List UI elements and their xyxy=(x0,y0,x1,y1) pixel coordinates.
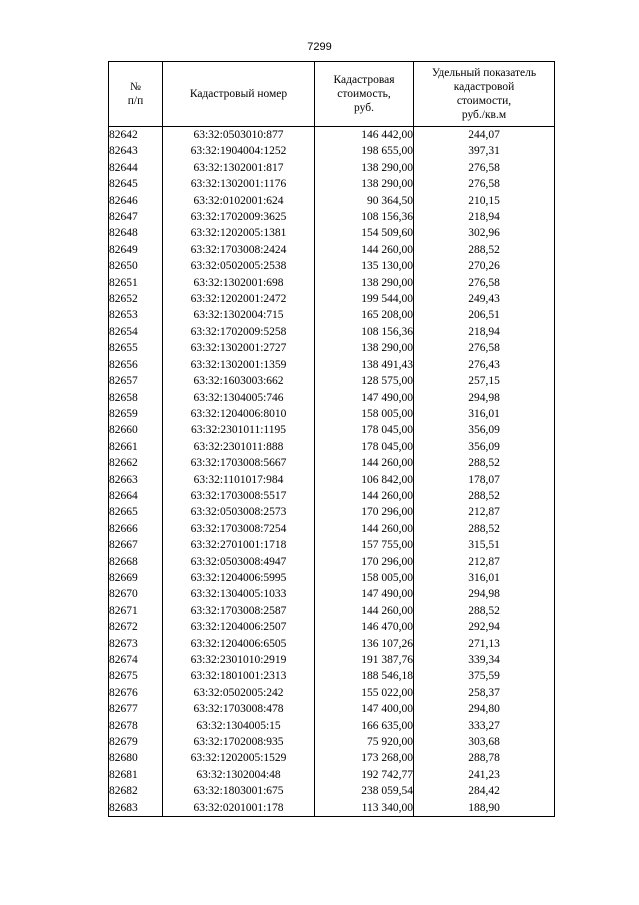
table-row xyxy=(109,800,555,817)
cadastral-number: 63:32:1302001:698 xyxy=(163,275,315,291)
cadastral-number: 63:32:1202001:2472 xyxy=(163,291,315,307)
table-row xyxy=(109,570,555,586)
specific-rate: 316,01 xyxy=(414,406,555,422)
cadastral-number: 63:32:1302004:715 xyxy=(163,307,315,323)
cadastral-cost: 138 290,00 xyxy=(315,176,414,192)
row-number: 82645 xyxy=(109,176,163,192)
table-row xyxy=(109,586,555,602)
specific-rate: 356,09 xyxy=(414,439,555,455)
cadastral-number: 63:32:0503008:2573 xyxy=(163,504,315,520)
specific-rate: 284,42 xyxy=(414,783,555,799)
cadastral-number: 63:32:1803001:675 xyxy=(163,783,315,799)
cadastral-number: 63:32:1302001:2727 xyxy=(163,340,315,356)
header-cadastral-cost: Кадастровая стоимость, руб. xyxy=(315,62,414,127)
cadastral-cost: 178 045,00 xyxy=(315,422,414,438)
cadastral-cost: 146 442,00 xyxy=(315,127,414,144)
cadastral-cost: 108 156,36 xyxy=(315,209,414,225)
cadastral-cost: 155 022,00 xyxy=(315,685,414,701)
cadastral-number: 63:32:2701001:1718 xyxy=(163,537,315,553)
specific-rate: 270,26 xyxy=(414,258,555,274)
row-number: 82680 xyxy=(109,750,163,766)
row-number: 82661 xyxy=(109,439,163,455)
row-number: 82656 xyxy=(109,357,163,373)
cadastral-cost: 166 635,00 xyxy=(315,718,414,734)
table-row xyxy=(109,603,555,619)
header-row-number: № п/п xyxy=(109,62,163,127)
specific-rate: 303,68 xyxy=(414,734,555,750)
specific-rate: 356,09 xyxy=(414,422,555,438)
row-number: 82678 xyxy=(109,718,163,734)
table-row xyxy=(109,160,555,176)
row-number: 82675 xyxy=(109,668,163,684)
cadastral-cost: 170 296,00 xyxy=(315,504,414,520)
cadastral-cost: 199 544,00 xyxy=(315,291,414,307)
cadastral-number: 63:32:1302001:1359 xyxy=(163,357,315,373)
cadastral-number: 63:32:1703008:2587 xyxy=(163,603,315,619)
cadastral-number: 63:32:1304005:746 xyxy=(163,390,315,406)
cadastral-number: 63:32:1302001:817 xyxy=(163,160,315,176)
cadastral-number: 63:32:0502005:2538 xyxy=(163,258,315,274)
row-number: 82676 xyxy=(109,685,163,701)
table-row xyxy=(109,750,555,766)
specific-rate: 397,31 xyxy=(414,143,555,159)
cadastral-number: 63:32:1304005:15 xyxy=(163,718,315,734)
table-row xyxy=(109,143,555,159)
cadastral-number: 63:32:1703008:5517 xyxy=(163,488,315,504)
specific-rate: 294,80 xyxy=(414,701,555,717)
cadastral-number: 63:32:2301010:2919 xyxy=(163,652,315,668)
table-row xyxy=(109,767,555,783)
specific-rate: 258,37 xyxy=(414,685,555,701)
row-number: 82655 xyxy=(109,340,163,356)
specific-rate: 292,94 xyxy=(414,619,555,635)
row-number: 82663 xyxy=(109,472,163,488)
cadastral-cost: 138 290,00 xyxy=(315,160,414,176)
row-number: 82667 xyxy=(109,537,163,553)
table-header-row xyxy=(109,62,555,127)
cadastral-cost: 165 208,00 xyxy=(315,307,414,323)
table-row xyxy=(109,127,555,144)
table-row xyxy=(109,357,555,373)
specific-rate: 288,78 xyxy=(414,750,555,766)
row-number: 82674 xyxy=(109,652,163,668)
specific-rate: 271,13 xyxy=(414,636,555,652)
table-row xyxy=(109,340,555,356)
table-row xyxy=(109,275,555,291)
cadastral-cost: 90 364,50 xyxy=(315,193,414,209)
cadastral-number: 63:32:0503010:877 xyxy=(163,127,315,144)
table-row xyxy=(109,242,555,258)
cadastral-number: 63:32:1204006:5995 xyxy=(163,570,315,586)
cadastral-number: 63:32:1204006:8010 xyxy=(163,406,315,422)
row-number: 82672 xyxy=(109,619,163,635)
cadastral-cost: 108 156,36 xyxy=(315,324,414,340)
row-number: 82648 xyxy=(109,225,163,241)
cadastral-cost: 238 059,54 xyxy=(315,783,414,799)
row-number: 82657 xyxy=(109,373,163,389)
specific-rate: 244,07 xyxy=(414,127,555,144)
table-row xyxy=(109,439,555,455)
table-row xyxy=(109,685,555,701)
specific-rate: 218,94 xyxy=(414,209,555,225)
cadastral-number: 63:32:0201001:178 xyxy=(163,800,315,817)
cadastral-number: 63:32:0503008:4947 xyxy=(163,554,315,570)
cadastral-cost: 138 290,00 xyxy=(315,275,414,291)
table-row xyxy=(109,537,555,553)
cadastral-cost: 138 290,00 xyxy=(315,340,414,356)
table-row xyxy=(109,554,555,570)
specific-rate: 288,52 xyxy=(414,603,555,619)
cadastral-cost: 138 491,43 xyxy=(315,357,414,373)
row-number: 82654 xyxy=(109,324,163,340)
cadastral-cost: 147 490,00 xyxy=(315,586,414,602)
row-number: 82681 xyxy=(109,767,163,783)
specific-rate: 375,59 xyxy=(414,668,555,684)
row-number: 82643 xyxy=(109,143,163,159)
cadastral-cost: 157 755,00 xyxy=(315,537,414,553)
cadastral-number: 63:32:0102001:624 xyxy=(163,193,315,209)
cadastral-number: 63:32:1703008:478 xyxy=(163,701,315,717)
table-row xyxy=(109,258,555,274)
table-row xyxy=(109,193,555,209)
table-row xyxy=(109,225,555,241)
row-number: 82670 xyxy=(109,586,163,602)
specific-rate: 276,58 xyxy=(414,160,555,176)
specific-rate: 212,87 xyxy=(414,504,555,520)
cadastral-number: 63:32:1204006:2507 xyxy=(163,619,315,635)
cadastral-cost: 135 130,00 xyxy=(315,258,414,274)
row-number: 82673 xyxy=(109,636,163,652)
row-number: 82666 xyxy=(109,521,163,537)
row-number: 82650 xyxy=(109,258,163,274)
cadastral-number: 63:32:1202005:1381 xyxy=(163,225,315,241)
row-number: 82679 xyxy=(109,734,163,750)
table-row xyxy=(109,652,555,668)
specific-rate: 276,43 xyxy=(414,357,555,373)
cadastral-cost: 75 920,00 xyxy=(315,734,414,750)
cadastral-number: 63:32:1101017:984 xyxy=(163,472,315,488)
table-row xyxy=(109,176,555,192)
specific-rate: 188,90 xyxy=(414,800,555,817)
cadastral-cost: 144 260,00 xyxy=(315,488,414,504)
row-number: 82683 xyxy=(109,800,163,817)
row-number: 82651 xyxy=(109,275,163,291)
specific-rate: 212,87 xyxy=(414,554,555,570)
specific-rate: 249,43 xyxy=(414,291,555,307)
cadastral-cost: 144 260,00 xyxy=(315,521,414,537)
row-number: 82665 xyxy=(109,504,163,520)
table-row xyxy=(109,390,555,406)
row-number: 82677 xyxy=(109,701,163,717)
cadastral-cost: 158 005,00 xyxy=(315,570,414,586)
cadastral-cost: 144 260,00 xyxy=(315,242,414,258)
cadastral-number: 63:32:1302001:1176 xyxy=(163,176,315,192)
cadastral-cost: 198 655,00 xyxy=(315,143,414,159)
cadastral-number: 63:32:1904004:1252 xyxy=(163,143,315,159)
specific-rate: 339,34 xyxy=(414,652,555,668)
cadastral-number: 63:32:1302004:48 xyxy=(163,767,315,783)
row-number: 82652 xyxy=(109,291,163,307)
cadastral-cost: 106 842,00 xyxy=(315,472,414,488)
table-row xyxy=(109,619,555,635)
specific-rate: 210,15 xyxy=(414,193,555,209)
cadastral-number: 63:32:1801001:2313 xyxy=(163,668,315,684)
cadastral-value-table xyxy=(108,61,555,817)
table-row xyxy=(109,324,555,340)
cadastral-number: 63:32:1702009:3625 xyxy=(163,209,315,225)
cadastral-cost: 154 509,60 xyxy=(315,225,414,241)
specific-rate: 257,15 xyxy=(414,373,555,389)
specific-rate: 276,58 xyxy=(414,340,555,356)
header-cadastral-number: Кадастровый номер xyxy=(163,62,315,127)
specific-rate: 333,27 xyxy=(414,718,555,734)
table-row xyxy=(109,472,555,488)
specific-rate: 276,58 xyxy=(414,176,555,192)
cadastral-cost: 158 005,00 xyxy=(315,406,414,422)
table-row xyxy=(109,504,555,520)
cadastral-number: 63:32:0502005:242 xyxy=(163,685,315,701)
cadastral-cost: 128 575,00 xyxy=(315,373,414,389)
row-number: 82647 xyxy=(109,209,163,225)
specific-rate: 241,23 xyxy=(414,767,555,783)
row-number: 82644 xyxy=(109,160,163,176)
cadastral-number: 63:32:1702009:5258 xyxy=(163,324,315,340)
cadastral-number: 63:32:2301011:888 xyxy=(163,439,315,455)
row-number: 82669 xyxy=(109,570,163,586)
specific-rate: 294,98 xyxy=(414,390,555,406)
table-row xyxy=(109,521,555,537)
cadastral-cost: 173 268,00 xyxy=(315,750,414,766)
cadastral-cost: 191 387,76 xyxy=(315,652,414,668)
cadastral-cost: 188 546,18 xyxy=(315,668,414,684)
table-row xyxy=(109,636,555,652)
cadastral-number: 63:32:1304005:1033 xyxy=(163,586,315,602)
row-number: 82642 xyxy=(109,127,163,144)
page-number: 7299 xyxy=(307,41,332,53)
table-row xyxy=(109,455,555,471)
cadastral-number: 63:32:1703008:5667 xyxy=(163,455,315,471)
cadastral-number: 63:32:1702008:935 xyxy=(163,734,315,750)
row-number: 82653 xyxy=(109,307,163,323)
table-row xyxy=(109,783,555,799)
table-body xyxy=(109,127,555,817)
cadastral-cost: 144 260,00 xyxy=(315,603,414,619)
cadastral-number: 63:32:1703008:2424 xyxy=(163,242,315,258)
row-number: 82671 xyxy=(109,603,163,619)
table-row xyxy=(109,373,555,389)
cadastral-cost: 146 470,00 xyxy=(315,619,414,635)
table-row xyxy=(109,488,555,504)
cadastral-cost: 136 107,26 xyxy=(315,636,414,652)
cadastral-cost: 147 400,00 xyxy=(315,701,414,717)
specific-rate: 288,52 xyxy=(414,488,555,504)
row-number: 82658 xyxy=(109,390,163,406)
cadastral-cost: 113 340,00 xyxy=(315,800,414,817)
table-row xyxy=(109,422,555,438)
specific-rate: 276,58 xyxy=(414,275,555,291)
row-number: 82662 xyxy=(109,455,163,471)
table-row xyxy=(109,701,555,717)
cadastral-number: 63:32:1603003:662 xyxy=(163,373,315,389)
table-row xyxy=(109,734,555,750)
row-number: 82659 xyxy=(109,406,163,422)
table-row xyxy=(109,291,555,307)
table-row xyxy=(109,209,555,225)
table-row xyxy=(109,718,555,734)
cadastral-number: 63:32:1703008:7254 xyxy=(163,521,315,537)
specific-rate: 288,52 xyxy=(414,242,555,258)
specific-rate: 206,51 xyxy=(414,307,555,323)
cadastral-number: 63:32:1204006:6505 xyxy=(163,636,315,652)
cadastral-cost: 178 045,00 xyxy=(315,439,414,455)
row-number: 82646 xyxy=(109,193,163,209)
cadastral-cost: 192 742,77 xyxy=(315,767,414,783)
row-number: 82682 xyxy=(109,783,163,799)
specific-rate: 315,51 xyxy=(414,537,555,553)
header-specific-rate: Удельный показатель кадастровой стоимости, руб./кв.м xyxy=(414,62,555,127)
table-row xyxy=(109,307,555,323)
cadastral-cost: 170 296,00 xyxy=(315,554,414,570)
cadastral-number: 63:32:1202005:1529 xyxy=(163,750,315,766)
specific-rate: 288,52 xyxy=(414,455,555,471)
table-row xyxy=(109,406,555,422)
specific-rate: 288,52 xyxy=(414,521,555,537)
row-number: 82649 xyxy=(109,242,163,258)
specific-rate: 218,94 xyxy=(414,324,555,340)
row-number: 82664 xyxy=(109,488,163,504)
row-number: 82660 xyxy=(109,422,163,438)
specific-rate: 178,07 xyxy=(414,472,555,488)
cadastral-number: 63:32:2301011:1195 xyxy=(163,422,315,438)
cadastral-cost: 147 490,00 xyxy=(315,390,414,406)
row-number: 82668 xyxy=(109,554,163,570)
specific-rate: 294,98 xyxy=(414,586,555,602)
specific-rate: 316,01 xyxy=(414,570,555,586)
cadastral-cost: 144 260,00 xyxy=(315,455,414,471)
table-row xyxy=(109,668,555,684)
specific-rate: 302,96 xyxy=(414,225,555,241)
